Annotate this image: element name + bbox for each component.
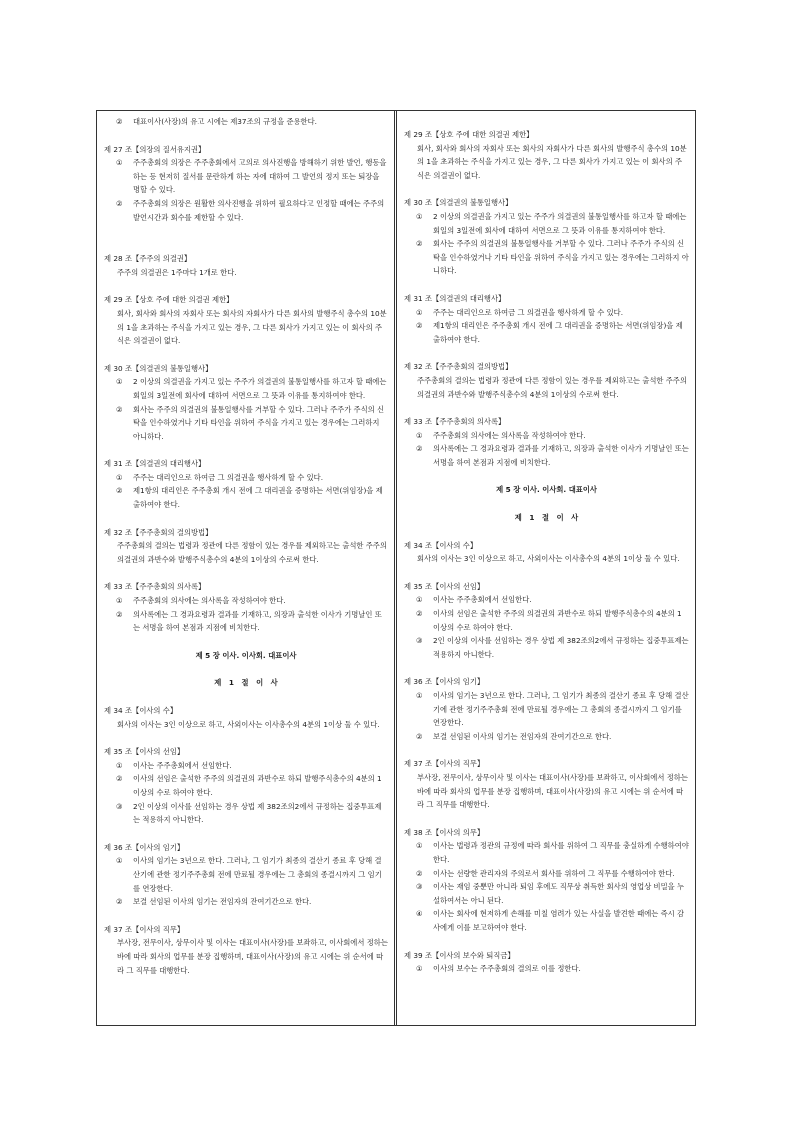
clause-number: ④ (416, 909, 423, 919)
clause-text: 주주총회의 의장은 주주총회에서 고의로 의사진행을 방해하기 위한 발언, 행동을 하는 등 현저히 질서를 문란하게 하는 자에 대하여 그 발언의 정지 또는 퇴장을 명할 수 있다. (133, 158, 387, 195)
clause-item (404, 210, 689, 237)
clause-item (104, 115, 388, 129)
article-body: 회사, 회사와 회사의 자회사 또는 회사의 자회사가 다른 회사의 발행주식 총수의 10분의 1을 초과하는 주식을 가지고 있는 경우, 그 다른 회사가 가지고 있는 이 회사의 주식은 의결권이 없다. (417, 143, 687, 180)
clause-item (404, 907, 689, 934)
chapter-heading: 제 5 장 이사. 이사회. 대표이사 (195, 650, 297, 660)
clause-number: ① (416, 430, 423, 440)
clause-number: ② (116, 198, 123, 208)
clause-number: ② (116, 486, 123, 496)
clause-text: 대표이사(사장)의 유고 시에는 제37조의 규정을 준용한다. (133, 117, 317, 126)
article-title: 제 31 조【의결권의 대리행사】 (404, 293, 506, 303)
clause-number: ② (116, 774, 123, 784)
clause-item (104, 156, 388, 197)
chapter-heading: 제 5 장 이사. 이사회. 대표이사 (496, 485, 597, 495)
article-title: 제 30 조【의결권의 불통일행사】 (404, 198, 513, 208)
clause-item (404, 689, 689, 730)
article-title: 제 29 조【상호 주에 대한 의결권 제한】 (404, 130, 534, 139)
article-title: 제 35 조【이사의 선임】 (404, 581, 485, 591)
clause-item (404, 839, 689, 866)
clause-number: ③ (416, 636, 423, 646)
spacer (104, 129, 388, 143)
spacer (104, 224, 388, 252)
article-title: 제 32 조【주주총회의 결의방법】 (104, 527, 213, 537)
clause-number: ① (416, 691, 423, 700)
spacer (104, 279, 388, 293)
spacer (404, 346, 689, 360)
clause-item (404, 237, 689, 278)
clause-text: 주주총회의 의사에는 의사록을 작성하여야 한다. (133, 596, 286, 606)
article-title: 제 33 조【주주총회의 의사록】 (404, 417, 506, 427)
article-body: 주주총회의 결의는 법령과 정관에 다른 정함이 있는 경우를 제외하고는 출석한 주주의 의결권의 과반수와 발행주식총수의 4분의 1이상의 수로써 한다. (417, 375, 687, 399)
spacer (104, 827, 388, 841)
spacer (404, 661, 689, 675)
article-title: 제 32 조【주주총회의 결의방법】 (404, 362, 513, 372)
clause-text: 이사는 주주총회에서 선임한다. (433, 595, 532, 605)
spacer (404, 278, 689, 292)
article-title: 제 37 조【이사의 직무】 (104, 924, 185, 934)
clause-number: ① (116, 377, 123, 387)
clause-text: 이사는 재임 중뿐만 아니라 퇴임 후에도 직무상 취득한 회사의 영업상 비밀을 누설하여서는 아니 된다. (433, 882, 685, 905)
clause-text: 의사록에는 그 경과요령과 결과를 기재하고, 의장과 출석한 이사가 기명날인 또는 서명을 하여 본점과 지점에 비치한다. (433, 444, 689, 467)
article-title: 제 35 조【이사의 선임】 (104, 747, 185, 757)
clause-text: 이사는 주주총회에서 선임한다. (133, 760, 232, 770)
clause-number: ② (416, 321, 423, 331)
clause-item (104, 608, 388, 635)
spacer (104, 690, 388, 704)
article-title: 제 31 조【의결권의 대리행사】 (104, 459, 206, 469)
article-title: 제 29 조【상호 주에 대한 의결권 제한】 (104, 295, 234, 305)
spacer (404, 497, 689, 511)
clause-number: ① (416, 595, 423, 605)
clause-item (104, 484, 388, 511)
clause-text: 주주총회의 의사에는 의사록을 작성하여야 한다. (433, 430, 586, 440)
clause-text: 회사는 주주의 의결권의 불통일행사를 거부할 수 있다. 그러나 주주가 주식의 신탁을 인수하였거나 기타 타인을 위하여 주식을 가지고 있는 경우에는 그러하지 아니하다. (133, 404, 385, 441)
spacer (104, 512, 388, 526)
clause-text: 이사의 임기는 3년으로 한다. 그러나, 그 임기가 최종의 결산기 종료 후 당해 결산기에 관한 정기주주총회 전에 만료될 경우에는 그 총회의 종결시까지 그 임기를 연장한다. (433, 691, 689, 728)
clause-text: 이사의 선임은 출석한 주주의 의결권의 과반수로 하되 발행주식총수의 4분의 1 이상의 수로 하여야 한다. (133, 774, 382, 797)
spacer (104, 348, 388, 362)
article-title: 제 27 조【의장의 질서유지권】 (104, 144, 206, 154)
article-title: 제 39 조【이사의 보수와 퇴직금】 (404, 950, 515, 960)
clause-number: ② (116, 117, 123, 126)
left-column (97, 111, 397, 1025)
clause-item (104, 403, 388, 444)
clause-item (404, 306, 689, 320)
clause-text: 제1항의 대리인은 주주총회 개시 전에 그 대리권을 증명하는 서면(위임장)을 제출하여야 한다. (433, 321, 683, 344)
clause-number: ① (416, 964, 423, 974)
clause-number: ① (416, 841, 423, 851)
article-title: 제 36 조【이사의 임기】 (104, 842, 185, 852)
spacer (404, 182, 689, 196)
clause-text: 2인 이상의 이사를 선임하는 경우 상법 제 382조의2에서 규정하는 집중투표제는 적용하지 아니한다. (133, 801, 382, 825)
clause-item (404, 962, 689, 976)
clause-number: ③ (116, 801, 123, 811)
spacer (404, 812, 689, 826)
clause-item (404, 867, 689, 881)
clause-number: ② (416, 444, 423, 454)
article-title: 제 38 조【이사의 의무】 (404, 827, 485, 837)
article-title: 제 28 조【주주의 의결권】 (104, 254, 192, 264)
clause-number: ① (116, 472, 123, 482)
spacer (104, 731, 388, 745)
article-body: 회사의 이사는 3인 이상으로 하고, 사외이사는 이사총수의 4분의 1이상 둘 수 있다. (417, 554, 680, 564)
clause-number: ① (116, 596, 123, 606)
clause-text: 이사의 보수는 주주총회의 결의로 이를 정한다. (433, 964, 581, 974)
clause-item (404, 593, 689, 607)
clause-text: 제1항의 대리인은 주주총회 개시 전에 그 대리권을 증명하는 서면(위임장)을 제출하여야 한다. (133, 486, 383, 510)
clause-text: 이사의 선임은 출석한 주주의 의결권의 과반수로 하되 발행주식총수의 4분의 1 이상의 수로 하여야 한다. (433, 609, 682, 632)
spacer (104, 909, 388, 923)
clause-text: 이사는 법령과 정관의 규정에 따라 회사를 위하여 그 직무를 충실하게 수행하여야 한다. (433, 841, 689, 864)
clause-text: 보결 선임된 이사의 임기는 전임자의 잔여기간으로 한다. (133, 897, 312, 907)
clause-text: 주주는 대리인으로 하여금 그 의결권을 행사하게 할 수 있다. (433, 307, 624, 317)
article-title: 제 33 조【주주총회의 의사록】 (104, 582, 206, 592)
clause-number: ① (116, 158, 123, 168)
clause-item (404, 429, 689, 443)
clause-number: ② (116, 609, 123, 619)
clause-text: 이사는 선량한 관리자의 주의로서 회사를 위하여 그 직무를 수행하여야 한다. (433, 868, 675, 878)
clause-item (104, 594, 388, 608)
clause-text: 주주총회의 의장은 원활한 의사진행을 위하여 필요하다고 인정할 때에는 주주의 발언시간과 회수를 제한할 수 있다. (133, 198, 385, 222)
article-body: 주주총회의 결의는 법령과 정관에 다른 정함이 있는 경우를 제외하고는 출석한 주주의 의결권의 과반수와 발행주식총수의 4분의 1이상의 수로써 한다. (117, 541, 387, 564)
clause-text: 의사록에는 그 경과요령과 결과를 기재하고, 의장과 출석한 이사가 기명날인 또는 서명을 하여 본점과 지점에 비치한다. (133, 609, 382, 633)
clause-item (404, 880, 689, 907)
clause-number: ① (116, 856, 123, 866)
clause-number: ③ (416, 882, 423, 892)
clause-item (404, 442, 689, 469)
clause-number: ② (416, 609, 423, 619)
article-title: 제 37 조【이사의 직무】 (404, 759, 485, 769)
clause-text: 2인 이상의 이사를 선임하는 경우 상법 제 382조의2에서 규정하는 집중투표제는 적용하지 아니한다. (433, 636, 689, 659)
spacer (404, 525, 689, 539)
clause-item (404, 730, 689, 744)
clause-number: ① (116, 760, 123, 770)
spacer (404, 401, 689, 415)
spacer (404, 743, 689, 757)
article-body: 부사장, 전무이사, 상무이사 및 이사는 대표이사(사장)를 보좌하고, 이사회에서 정하는 바에 따라 회사의 업무를 분장 집행하며, 대표이사(사장)의 유고 시에는 위 순서에 따라 그 직무를 대행한다. (417, 772, 688, 810)
clause-number: ② (116, 897, 123, 907)
section-heading: 제 1 절 이 사 (514, 513, 579, 523)
clause-text: 이사는 회사에 현저하게 손해를 미칠 염려가 있는 사실을 발견한 때에는 즉시 감사에게 이를 보고하여야 한다. (433, 909, 685, 932)
article-body: 부사장, 전무이사, 상무이사 및 이사는 대표이사(사장)를 보좌하고, 이사회에서 정하는 바에 따라 회사의 업무를 분장 집행하며, 대표이사(사장)의 유고 시에는 위 순서에 따라 그 직무를 대행한다. (117, 938, 388, 975)
clause-item (104, 759, 388, 773)
article-body: 회사, 회사와 회사의 자회사 또는 회사의 자회사가 다른 회사의 발행주식 총수의 10분의 1을 초과하는 주식을 가지고 있는 경우, 그 다른 회사가 가지고 있는 이 회사의 주식은 의결권이 없다. (117, 308, 387, 346)
spacer (104, 635, 388, 649)
clause-number: ② (116, 404, 123, 414)
spacer (104, 662, 388, 676)
clause-text: 주주는 대리인으로 하여금 그 의결권을 행사하게 할 수 있다. (133, 472, 324, 482)
clause-item (404, 607, 689, 634)
clause-number: ② (416, 239, 423, 249)
clause-item (104, 772, 388, 799)
spacer (104, 443, 388, 457)
right-column (397, 111, 695, 1025)
clause-item (104, 895, 388, 909)
article-body: 주주의 의결권은 1주마다 1개로 한다. (117, 267, 237, 277)
clause-item (104, 375, 388, 402)
article-title: 제 34 조【이사의 수】 (404, 540, 478, 550)
clause-text: 2 이상의 의결권을 가지고 있는 주주가 의결권의 불통일행사를 하고자 할 때에는 회일의 3일전에 회사에 대하여 서면으로 그 뜻과 이유를 통지하여야 한다. (133, 377, 387, 400)
clause-item (404, 634, 689, 661)
clause-number: ② (416, 731, 423, 741)
article-title: 제 36 조【이사의 임기】 (404, 677, 485, 687)
section-heading: 제 1 절 이 사 (214, 678, 278, 688)
clause-number: ② (416, 868, 423, 878)
clause-item (104, 854, 388, 895)
document-frame (96, 110, 696, 1026)
spacer (404, 566, 689, 580)
clause-number: ① (416, 211, 423, 221)
clause-number: ① (416, 307, 423, 317)
clause-text: 이사의 임기는 3년으로 한다. 그러나, 그 임기가 최종의 결산기 종료 후 당해 결산기에 관한 정기주주총회 전에 만료될 경우에는 그 총회의 종결시까지 그 임기를 연장한다. (133, 856, 382, 893)
clause-item (404, 319, 689, 346)
spacer (404, 935, 689, 949)
clause-item (104, 471, 388, 485)
clause-item (104, 800, 388, 827)
clause-item (104, 197, 388, 224)
spacer (104, 566, 388, 580)
clause-text: 2 이상의 의결권을 가지고 있는 주주가 의결권의 불통일행사를 하고자 할 때에는 회일의 3일전에 회사에 대하여 서면으로 그 뜻과 이유를 통지하여야 한다. (433, 211, 687, 235)
clause-text: 회사는 주주의 의결권의 불통일행사를 거부할 수 있다. 그러나 주주가 주식의 신탁을 인수하였거나 기타 타인을 위하여 주식을 가지고 있는 경우에는 그러하지 아니하다. (433, 239, 689, 276)
article-title: 제 30 조【의결권의 불통일행사】 (104, 363, 213, 373)
article-body: 회사의 이사는 3인 이상으로 하고, 사외이사는 이사총수의 4분의 1이상 둘 수 있다. (117, 719, 380, 729)
spacer (404, 469, 689, 483)
article-title: 제 34 조【이사의 수】 (104, 706, 178, 715)
clause-text: 보결 선임된 이사의 임기는 전임자의 잔여기간으로 한다. (433, 731, 612, 741)
